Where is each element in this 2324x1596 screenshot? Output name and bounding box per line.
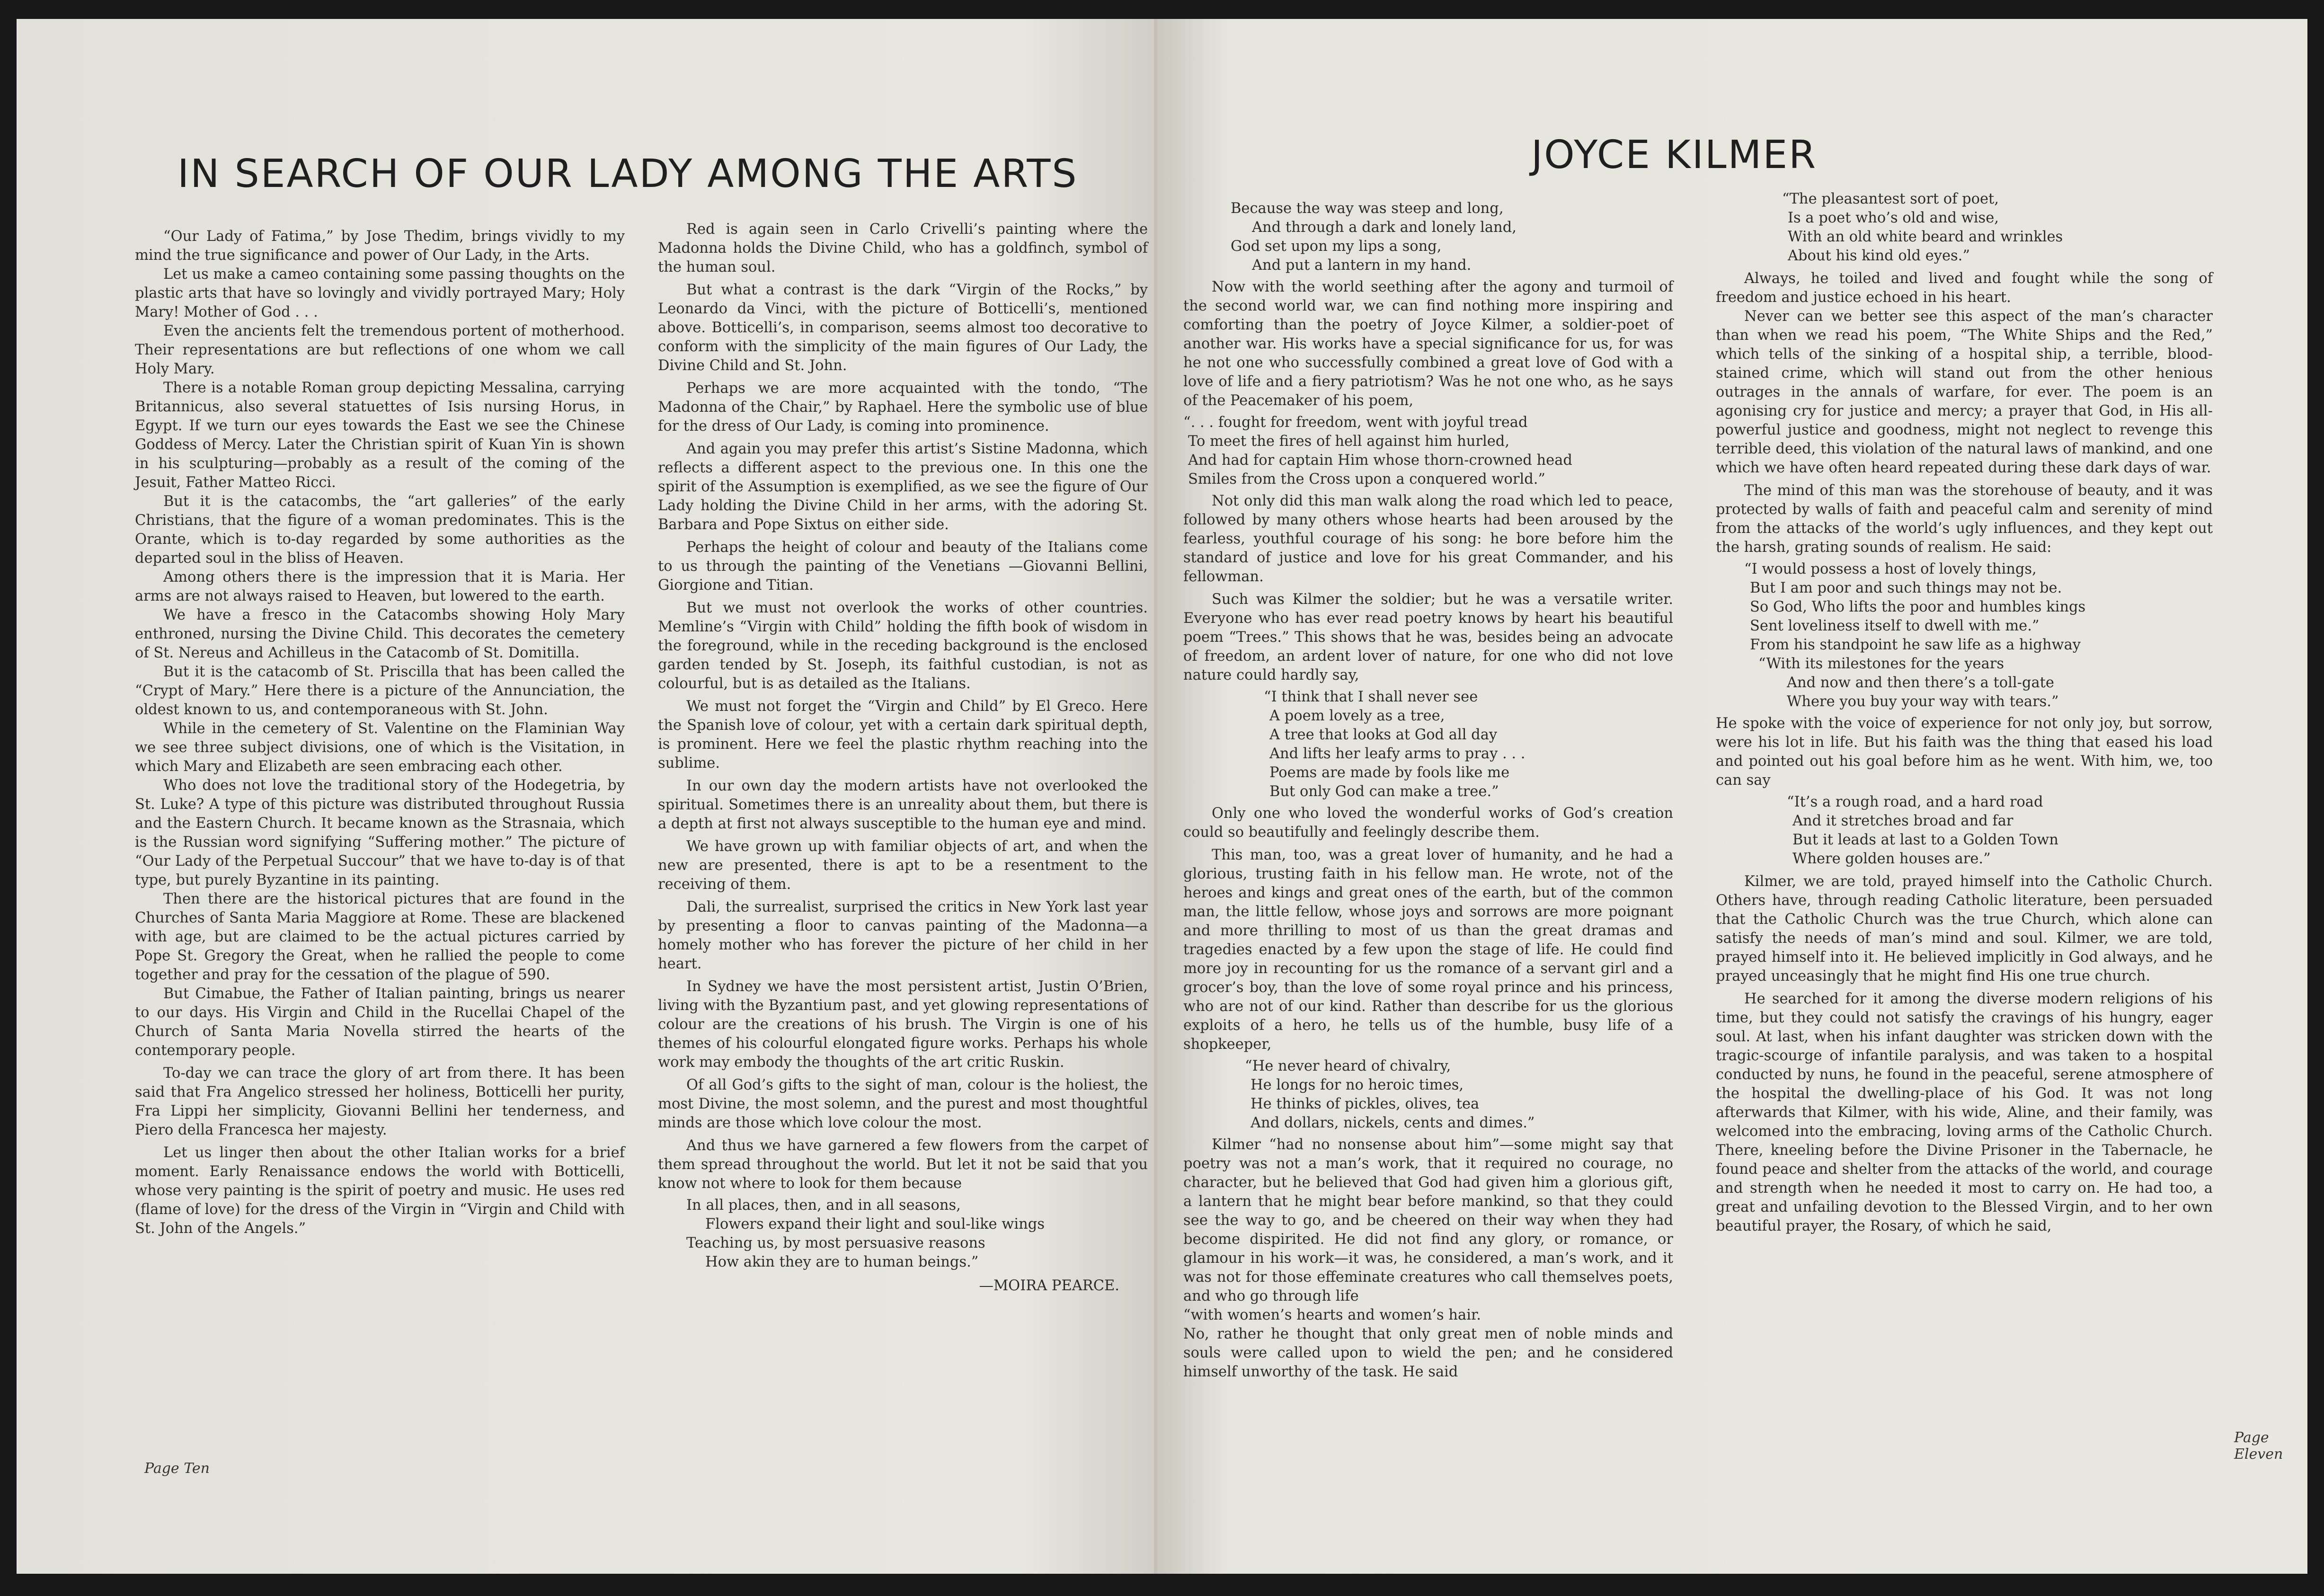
verse-line: Flowers expand their light and soul-like wings — [705, 1216, 1045, 1232]
verse-line: And it stretches broad and far — [1792, 813, 2014, 829]
paragraph: “Our Lady of Fatima,” by Jose Thedim, brings vividly to my mind the true significance and power of Our Lady, in the Arts. — [135, 228, 625, 264]
paragraph: No, rather he thought that only great men of noble minds and souls were called upon to wield the pen; and he considered himself unworthy of the task. He said — [1183, 1326, 1673, 1380]
article-title: IN SEARCH OF OUR LADY AMONG THE ARTS — [177, 151, 1078, 196]
road-verse — [1716, 793, 2213, 869]
paragraph: Then there are the historical pictures that are found in the Churches of Santa Maria Maggiore at Rome. These are blackened with age, but are claimed to be the actual pictures carried by Pope St. Gregory the Great, when he rallied the people to come together and pray for the cessation of the plague of 590. — [135, 891, 625, 983]
paragraph: While in the cemetery of St. Valentine on the Flaminian Way we see three subject divisions, one of which is the Visitation, in which Mary and Elizabeth are seen embracing each other. — [135, 720, 625, 775]
paragraph: Kilmer “had no nonsense about him”—some might say that poetry was not a man’s work, that it required no courage, no character, but he believed that God had given him a glorious gift, a lantern that he might bear before mankind, so that they could see the way to go, and be cheered on their way when they had become dispirited. He did not find any glory, or romance, or glamour in his work—it was, he considered, a man’s work, and it was not for those effeminate creatures who call themselves poets, and who go through life — [1183, 1136, 1673, 1304]
paragraph: And thus we have garnered a few flowers from the carpet of them spread throughout the world. But let it not be said that you know not where to look for them because — [658, 1137, 1148, 1192]
verse-line: In all places, then, and in all seasons, — [686, 1197, 961, 1214]
paragraph: We have grown up with familiar objects of art, and when the new are presented, there is apt to be a resentment to the receiving of them. — [658, 838, 1148, 893]
paragraph: There is a notable Roman group depicting Messalina, carrying Britannicus, also several statuettes of Isis nursing Horus, in Egypt. If we turn our eyes towards the East we see the Chinese Goddess of Mercy. Later the Christian spirit of Kuan Yin is shown in his sculpturing—probably as a result of the coming of the Jesuit, Father Matteo Ricci. — [135, 380, 625, 491]
poet-verse — [1716, 190, 2213, 266]
paragraph: We have a fresco in the Catacombs showing Holy Mary enthroned, nursing the Divine Child. This decorates the cemetery of St. Nereus and Achilleus in the Catacomb of St. Domitilla. — [135, 607, 625, 661]
verse-line: How akin they are to human beings.” — [705, 1254, 979, 1270]
paragraph: Always, he toiled and lived and fought while the song of freedom and justice echoed in his heart. — [1716, 270, 2213, 306]
verse-line: But only God can make a tree.” — [1269, 783, 1499, 800]
magazine-spread — [17, 19, 2307, 1574]
paragraph: But Cimabue, the Father of Italian painting, brings us nearer to our days. His Virgin and Child in the Rucellai Chapel of the Church of Santa Maria Novella stirred the hearts of the contemporary people. — [135, 985, 625, 1059]
opening-verse — [1183, 199, 1673, 275]
verse-line: He longs for no heroic times, — [1251, 1077, 1464, 1093]
verse-line: Where you buy your way with tears.” — [1787, 693, 2059, 710]
paragraph: Perhaps we are more acquainted with the tondo, “The Madonna of the Chair,” by Raphael. Here the symbolic use of blue for the dress of Our Lady, is coming into prominence. — [658, 380, 1148, 434]
verse-line: Is a poet who’s old and wise, — [1788, 210, 1999, 226]
left-column-2 — [658, 220, 1148, 1295]
paragraph: We must not forget the “Virgin and Child” by El Greco. Here the Spanish love of colour, yet with a certain dark spiritual depth, is prominent. Here we feel the plastic rhythm reaching into the sublime. — [658, 698, 1148, 771]
paragraph: Only one who loved the wonderful works of God’s creation could so beautifully and feelingly describe them. — [1183, 805, 1673, 841]
trees-verse — [1183, 688, 1673, 801]
paragraph: Who does not love the traditional story of the Hodegetria, by St. Luke? A type of this picture was distributed throughout Russia and the Eastern Church. It became known as the Strasnaia, which is the Russian word signifying “Suffering mother.” The picture of “Our Lady of the Perpetual Succour” that we have to-day is of that type, but purely Byzantine in its painting. — [135, 777, 625, 888]
page-number: Page Ten — [144, 1460, 210, 1477]
article-title: JOYCE KILMER — [1531, 133, 1818, 177]
verse-line: And put a lantern in my hand. — [1252, 257, 1472, 274]
paragraph: Perhaps the height of colour and beauty of the Italians come to us through the painting of the Venetians —Giovanni Bellini, Giorgione and Titian. — [658, 539, 1148, 594]
paragraph: Red is again seen in Carlo Crivelli’s painting where the Madonna holds the Divine Child, who has a goldfinch, symbol of the human soul. — [658, 221, 1148, 275]
verse-line: And dollars, nickels, cents and dimes.” — [1251, 1115, 1535, 1131]
verse-line: “. . . fought for freedom, went with joyful tread — [1183, 414, 1528, 431]
verse-line: “He never heard of chivalry, — [1245, 1058, 1451, 1074]
paragraph: Even the ancients felt the tremendous portent of motherhood. Their representations are but reflections of one whom we call Holy Mary. — [135, 323, 625, 377]
paragraph: “with women’s hearts and women’s hair. — [1183, 1307, 1481, 1323]
verse-line: And lifts her leafy arms to pray . . . — [1269, 745, 1526, 762]
paragraph: Let us linger then about the other Italian works for a brief moment. Early Renaissance endows the world with Botticelli, whose very painting is the spirit of poetry and music. He uses red (flame of love) for the dress of the Virgin in “Virgin and Child with St. John of the Angels.” — [135, 1144, 625, 1237]
paragraph: In our own day the modern artists have not overlooked the spiritual. Sometimes there is an unreality about them, but there is a depth at first not always susceptible to the human eye and mind. — [658, 778, 1148, 832]
verse-line: “With its milestones for the years — [1758, 656, 2005, 672]
verse-line: A poem lovely as a tree, — [1269, 708, 1445, 724]
verse-line: About his kind old eyes.” — [1788, 248, 1970, 264]
verse-line: “I think that I shall never see — [1264, 689, 1478, 705]
right-column-2 — [1716, 187, 2213, 1236]
verse-line: So God, Who lifts the poor and humbles kings — [1750, 599, 2086, 615]
verse-line: A tree that looks at God all day — [1269, 727, 1498, 743]
page-number: Page Eleven — [2234, 1429, 2283, 1463]
paragraph: In Sydney we have the most persistent artist, Justin O’Brien, living with the Byzantium past, and yet glowing representations of colour are the creations of his brush. The Virgin is one of his themes of his colourful elongated figure works. Perhaps his whole work may embody the thoughts of the art critic Ruskin. — [658, 978, 1148, 1071]
verse-line: Sent loveliness itself to dwell with me.” — [1750, 618, 2040, 634]
verse-line: Where golden houses are.” — [1792, 851, 1991, 867]
paragraph: Kilmer, we are told, prayed himself into the Catholic Church. Others have, through reading Catholic literature, been persuaded that the Catholic Church was the true Church, which alone can satisfy the needs of man’s mind and soul. Kilmer, we are told, prayed himself into it. He believed implicitly in God always, and he prayed unceasingly that he might find His one true church. — [1716, 873, 2213, 984]
verse-line: But it leads at last to a Golden Town — [1792, 832, 2058, 848]
paragraph: Let us make a cameo containing some passing thoughts on the plastic arts that have so lovingly and vividly portrayed Mary; Holy Mary! Mother of God . . . — [135, 266, 625, 320]
page-ten — [17, 19, 1157, 1574]
paragraph: Never can we better see this aspect of the man’s character than when we read his poem, “The White Ships and the Red,” which tells of the sinking of a hospital ship, a terrible, blood-stained crime, which will stand out from the other henious outrages in the annals of warfare, for ever. The poem is an agonising cry for justice and mercy; a prayer that God, in His all-powerful justice and goodness, might not neglect to revenge this terrible deed, this violation of the natural laws of mankind, and one which we have often heard repeated during these dark days of war. — [1716, 308, 2213, 476]
paragraph: Of all God’s gifts to the sight of man, colour is the holiest, the most Divine, the most solemn, and the purest and most thoughtful minds are those which love colour the most. — [658, 1077, 1148, 1131]
verse-line: “It’s a rough road, and a hard road — [1787, 794, 2043, 810]
paragraph: Dali, the surrealist, surprised the critics in New York last year by presenting a floor to canvas painting of the Madonna—a homely mother who has forever the picture of her child in her heart. — [658, 899, 1148, 972]
shopkeeper-verse — [1183, 1057, 1673, 1133]
paragraph: He searched for it among the diverse modern religions of his time, but they could not satisfy the cravings of his hungry, eager soul. At last, when his infant daughter was stricken down with the tragic-scourge of infantile paralysis, and was taken to a hospital conducted by nuns, he found in the peaceful, serene atmosphere of the hospital the dwelling-place of his God. It was not long afterwards that Kilmer, with his wide, Aline, and their family, was welcomed into the embracing, loving arms of the Catholic Church. There, kneeling before the Divine Prisoner in the Tabernacle, he found peace and shelter from the attacks of the world, and courage and strength when he needed it most to carry on. He had too, a great and unfailing devotion to the Blessed Virgin, and to her own beautiful prayer, the Rosary, of which he said, — [1716, 991, 2213, 1234]
paragraph: But we must not overlook the works of other countries. Memline’s “Virgin with Child” holding the fifth book of wisdom in the foreground, while in the receding background is the enclosed garden tended by St. Joseph, its faithful custodian, is not as colourful, but is as detailed as the Italians. — [658, 600, 1148, 692]
paragraph: Among others there is the impression that it is Maria. Her arms are not always raised to Heaven, but lowered to the earth. — [135, 569, 625, 604]
verse-line: Teaching us, by most persuasive reasons — [686, 1235, 985, 1251]
verse-line: From his standpoint he saw life as a highway — [1750, 637, 2081, 653]
verse-line: Because the way was steep and long, — [1231, 200, 1504, 217]
paragraph: Not only did this man walk along the road which led to peace, followed by many others whose hearts had been aroused by the fearless, youthful courage of his song: he bore before him the standard of justice and love for his great Commander, and his fellowman. — [1183, 493, 1673, 585]
verse-line: And now and then there’s a toll-gate — [1787, 674, 2054, 691]
author-signature: —MOIRA PEARCE. — [979, 1277, 1119, 1294]
paragraph: The mind of this man was the storehouse of beauty, and it was protected by walls of faith and peaceful calm and serenity of mind from the attacks of the world’s ugly influences, and they kept out the harsh, grating sounds of realism. He said: — [1716, 482, 2213, 556]
verse-line: With an old white beard and wrinkles — [1788, 229, 2063, 245]
paragraph: He spoke with the voice of experience for not only joy, but sorrow, were his lot in life. But his faith was the thing that eased his load and pointed out his goal before him as he went. With him, we, too can say — [1716, 715, 2213, 789]
verse-line: He thinks of pickles, olives, tea — [1251, 1096, 1480, 1112]
verse-line: “I would possess a host of lovely things, — [1744, 561, 2037, 577]
page-eleven — [1157, 19, 2307, 1574]
verse-line: To meet the fires of hell against him hurled, — [1188, 433, 1510, 450]
verse-line: “The pleasantest sort of poet, — [1782, 191, 1999, 207]
peacemaker-verse — [1183, 413, 1673, 489]
paragraph: And again you may prefer this artist’s Sistine Madonna, which reflects a different aspect to the previous one. In this one the spirit of the Assumption is exemplified, as we see the figure of Our Lady holding the Divine Child in her arms, with the adoring St. Barbara and Pope Sixtus on either side. — [658, 441, 1148, 533]
paragraph: But it is the catacomb of St. Priscilla that has been called the “Crypt of Mary.” Here there is a picture of the Annunciation, the oldest known to us, and contemporaneous with St. John. — [135, 664, 625, 718]
paragraph: Such was Kilmer the soldier; but he was a versatile writer. Everyone who has ever read poetry knows by heart his beautiful poem “Trees.” This shows that he was, besides being an advocate of freedom, an ardent lover of nature, for one who did not love nature could hardly say, — [1183, 591, 1673, 683]
verse-line: Smiles from the Cross upon a conquered world.” — [1188, 471, 1546, 488]
verse-line: But I am poor and such things may not be. — [1750, 580, 2062, 596]
paragraph: This man, too, was a great lover of humanity, and he had a glorious, trusting faith in his fellow man. He wrote, not of the heroes and kings and great ones of the earth, but of the common man, the little fellow, whose joys and sorrows are more poignant and more thrilling to most of us than the great dramas and tragedies enacted by a few upon the stage of life. He could find more joy in recounting for us the romance of a servant girl and a grocer’s boy, than the love of some royal prince and his princess, who are not of our kind. Rather than describe for us the glorious exploits of a hero, he tells us of the humble, busy life of a shopkeeper, — [1183, 847, 1673, 1053]
paragraph: But what a contrast is the dark “Virgin of the Rocks,” by Leonardo da Vinci, with the picture of Botticelli’s, mentioned above. Botticelli’s, in comparison, seems almost too decorative to conform with the simplicity of the main figures of Our Lady, the Divine Child and St. John. — [658, 282, 1148, 374]
verse-line: And through a dark and lonely land, — [1252, 219, 1517, 236]
verse-line: Poems are made by fools like me — [1269, 764, 1510, 781]
paragraph: But it is the catacombs, the “art galleries” of the early Christians, that the figure of a woman predominates. This is the Orante, which is to-day regarded by some authorities as the departed soul in the bliss of Heaven. — [135, 493, 625, 567]
paragraph: Now with the world seething after the agony and turmoil of the second world war, we can find nothing more inspiring and comforting than the poetry of Joyce Kilmer, a soldier-poet of another war. His works have a special significance for us, for was he not one who successfully combined a great love of God with a love of life and a fiery patriotism? Was he not one who, as he says of the Peacemaker of his poem, — [1183, 279, 1673, 409]
paragraph: To-day we can trace the glory of art from there. It has been said that Fra Angelico stressed her holiness, Botticelli her purity, Fra Lippi her simplicity, Giovanni Bellini her tenderness, and Piero della Francesca her majesty. — [135, 1065, 625, 1138]
closing-verse — [658, 1196, 1148, 1272]
left-column-1 — [135, 227, 625, 1238]
lovely-things-verse — [1716, 560, 2213, 711]
verse-line: And had for captain Him whose thorn-crowned head — [1188, 452, 1572, 469]
right-column-1 — [1183, 196, 1673, 1382]
verse-line: God set upon my lips a song, — [1231, 238, 1442, 255]
